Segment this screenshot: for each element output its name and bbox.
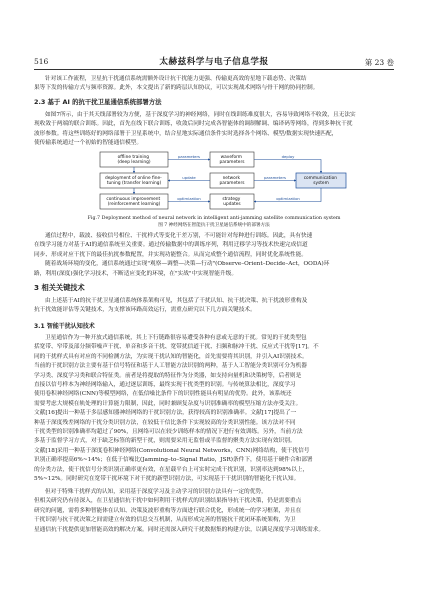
text-line: 干扰类型的识别准确率均超过了90%，且网络可以在较少训练样本的情况下进行有效训练。另外，当前方法 bbox=[34, 429, 303, 436]
text-line: 如图7所示，由于其天线部署较为方便，基于深度学习的神经网络，同时在线训练难度很大，容易导致网络不收敛，且无法实 bbox=[45, 112, 356, 118]
section-3-1-paragraph bbox=[34, 334, 394, 485]
running-header bbox=[34, 55, 394, 67]
page-number: 516 bbox=[34, 57, 49, 66]
figure-caption-zh: 图 7 神经网络在智能抗干扰卫星通信系统中的部署方法 bbox=[158, 223, 270, 228]
text-line: 同的干扰样式具有对应的不同检测方法，为实现干扰认知的智能化，首先需要将其识别，并引入AI识别技术。 bbox=[34, 353, 308, 360]
text-line: 但相关研究仍有待深入，在卫星通信抗干扰中如何利用干扰样式的识别结果指导抗干扰决策，仍是需要重点 bbox=[34, 498, 302, 505]
figure-caption-en: Fig.7 Deployment method of neural network in intelligent anti-jamming satellite communication system bbox=[87, 216, 341, 221]
text-line: 星通信抗干扰提供更加智能高效的解决方案。同时还需深入研究干扰数据集的构建方法，以满足深度学习训练需求。 bbox=[34, 526, 325, 533]
closing-paragraph bbox=[34, 488, 394, 535]
label-line: (deep learning) bbox=[117, 160, 151, 165]
text-line: 路，利用(深度)强化学习技术，不断适应变化的环境，在"实战"中实现智能升级。 bbox=[34, 270, 238, 277]
text-line: 通信过程中，载波、接收信号相位、干扰样式等变化干差万别，不可能针对每种进行训练。因此，具有快速 bbox=[45, 233, 313, 239]
text-line: 文献[18]采用一种基于深度卷积神经网络(Convolutional Neural Networks，CNN)网络结构，使干扰信号 bbox=[34, 447, 310, 454]
header-rule bbox=[34, 69, 394, 70]
label-line: offline training bbox=[117, 155, 149, 160]
text-line: 在线学习能力对基于AI的通信系统至关重要。通过传输数据中的训练序列，利用迁移学习等技术快速完成信道 bbox=[34, 242, 308, 249]
deployment-fine-tuning-label: deployment of online fine- tuning (transfer learning) bbox=[104, 176, 162, 186]
after-figure-paragraph bbox=[34, 232, 394, 279]
text-line: 使用卷积神经网络(CNN)等模型网络，在低信噪比条件下的识别性能具有明显的优势。此外，该系统还 bbox=[34, 391, 292, 398]
journal-title: 太赫兹科学与电子信息学报 bbox=[159, 57, 269, 67]
text-line: 使传输系统通过一个初始的智能通信模型。 bbox=[34, 140, 143, 147]
text-line: 波形参数。将这些训练好的网络部署于卫星系统中，结合星地实际通信条件实时选择各个网络、模型/数据实现快速匹配， bbox=[34, 130, 338, 137]
parameters-label: parameters bbox=[177, 154, 201, 159]
continuous-improvement-label: continuous improvement (reinforcement learning) bbox=[106, 197, 161, 207]
text-line: 卫星通信作为一种开放式通信系统，其上下行链路很容易遭受各种有意或无意的干扰。常见的干扰类型包 bbox=[45, 335, 307, 341]
text-line: 同步、形成对应干扰下的最佳抗扰参数配置，并实现功能整合。从而完成整个通信流程，同时优化系统性能。 bbox=[34, 251, 307, 258]
section-3-paragraph bbox=[34, 297, 394, 316]
section-2-3-paragraph bbox=[34, 111, 394, 149]
deployment-diagram bbox=[60, 150, 370, 212]
text-line: 种基于深度残差网络的干扰分类识别方法，在较低干信比条件下实现较高的分类识别性能。该方法对不同 bbox=[34, 419, 296, 426]
section-heading-2-3: 2.3 基于 AI 的抗干扰卫星通信系统部署方法 bbox=[34, 98, 162, 106]
text-line: 文献[16]提出一种基于多层感知器神经网络的干扰识别方法，获得较高的识别准确率。文献[17]提出了一 bbox=[34, 410, 297, 417]
text-line: 抗干扰效能评估等关键技术，为支撑该环路高效运行，需重点研究以下几方面关键技术。 bbox=[34, 307, 256, 314]
intro-paragraph bbox=[34, 75, 394, 94]
text-line: 需要考虑大规模在轨处理的计算能力限制，因此，同时兼顾复杂度与识别准确率的模型压缩方法亦受关注。 bbox=[34, 400, 302, 407]
network-parameters-label: network parameters bbox=[219, 176, 245, 186]
text-line: 括宽带、窄带及部分频带噪声干扰、单音和多音干扰、宽带扰信道干扰、扫频和脉冲干扰、反应式干扰等[17]。不 bbox=[34, 344, 319, 351]
section-heading-3: 3 相关关键技术 bbox=[34, 283, 85, 292]
offline-training-label bbox=[118, 154, 151, 165]
text-line: 学习类、深度学习类和联合特征类。前者是将提取的特征作为分类器，如支持向量机和决策树等，后者则是 bbox=[34, 372, 302, 379]
text-line: 研究的问题，需将多种智能体在认知、决策及波形重构等方面进行联合优化，形成统一的学习框架，并且在 bbox=[34, 507, 302, 514]
text-line: 但对于特殊干扰样式的认知，采用基于深度学习及主动学习的识别方法具有一定的优势， bbox=[45, 489, 267, 495]
text-line: 随着战场环境的变化，通信系统通过实现"观察—调整—决策—行动"(Observe–Orient–Decide–Act，OODA)环 bbox=[45, 261, 330, 268]
text-line: 当前的干扰识别方法主要有基于信号特征和基于人工智能方法识别的两种，基于人工智能分类识别可分为机器 bbox=[34, 363, 307, 370]
text-line: 5%~12%。同时研究在宽带干扰环境下对干扰的新型识别方法，可实现基于干扰识别的智能化干扰认知。 bbox=[34, 476, 300, 483]
text-line: 果等下发的传输方式与频率资源。此外，本文提出了新的跨层认知协议，可以实现战术网络与骨干网的协同控制。 bbox=[34, 85, 319, 92]
text-line: 直接以信号样本为神经网络输入，通过逐层训练，最终实现干扰类型的识别。与传统算法相比，深度学习 bbox=[34, 382, 296, 389]
text-line: 针对该工作流程，卫星抗干扰通信系统需额外设计抗干扰能力更强、传输更高效的星地下载态势、决策结 bbox=[45, 76, 307, 82]
communication-system-label: communication system bbox=[303, 176, 337, 186]
section-heading-3-1: 3.1 智能干扰认知技术 bbox=[34, 323, 95, 330]
waveform-parameters-label: waveform parameters bbox=[219, 155, 245, 165]
text-line: 多基于监督学习方式，对于缺乏标签的新型干扰，则需要采用无监督或半监督的聚类方法实现有效识别。 bbox=[34, 438, 296, 445]
deploy-label: deploy bbox=[281, 154, 295, 159]
volume-label: 第 23 卷 bbox=[364, 58, 394, 67]
text-line: 识别正确率提高6%~14%；在低于信噪比(Jamming–to–Signal Ratio，JSR)条件下，使用基于硬件合和部署 bbox=[34, 457, 313, 464]
arrow bbox=[254, 160, 321, 174]
strategy-updates-label: strategy updates bbox=[222, 197, 241, 207]
update-label: update bbox=[182, 175, 196, 180]
text-line: 现收敛于两端的联合训练。因此，首先在线下联合训练，收敛后同时完成各智能体的调制解调、编译码等网络，得到多种抗干扰 bbox=[34, 121, 353, 128]
optimization-label: optimization bbox=[177, 196, 201, 201]
text-line: 的分类方法，使干扰信号分类识别正确率更有效，在星载平台上可实时完成干扰识别，识别率达到98%以上， bbox=[34, 466, 309, 473]
parameters-label: parameters bbox=[263, 175, 287, 180]
optimization-label: optimization bbox=[276, 196, 300, 201]
text-line: 干扰识别与抗干扰决策之间需建立有效的信息交互机制，从而形成完善的智能抗干扰闭环系统架构，为卫 bbox=[34, 517, 296, 524]
text-line: 由上述基于AI的抗干扰卫星通信系统体系架构可见，其包括了干扰认知、抗干扰决策、抗干扰波形重构及 bbox=[45, 298, 308, 304]
